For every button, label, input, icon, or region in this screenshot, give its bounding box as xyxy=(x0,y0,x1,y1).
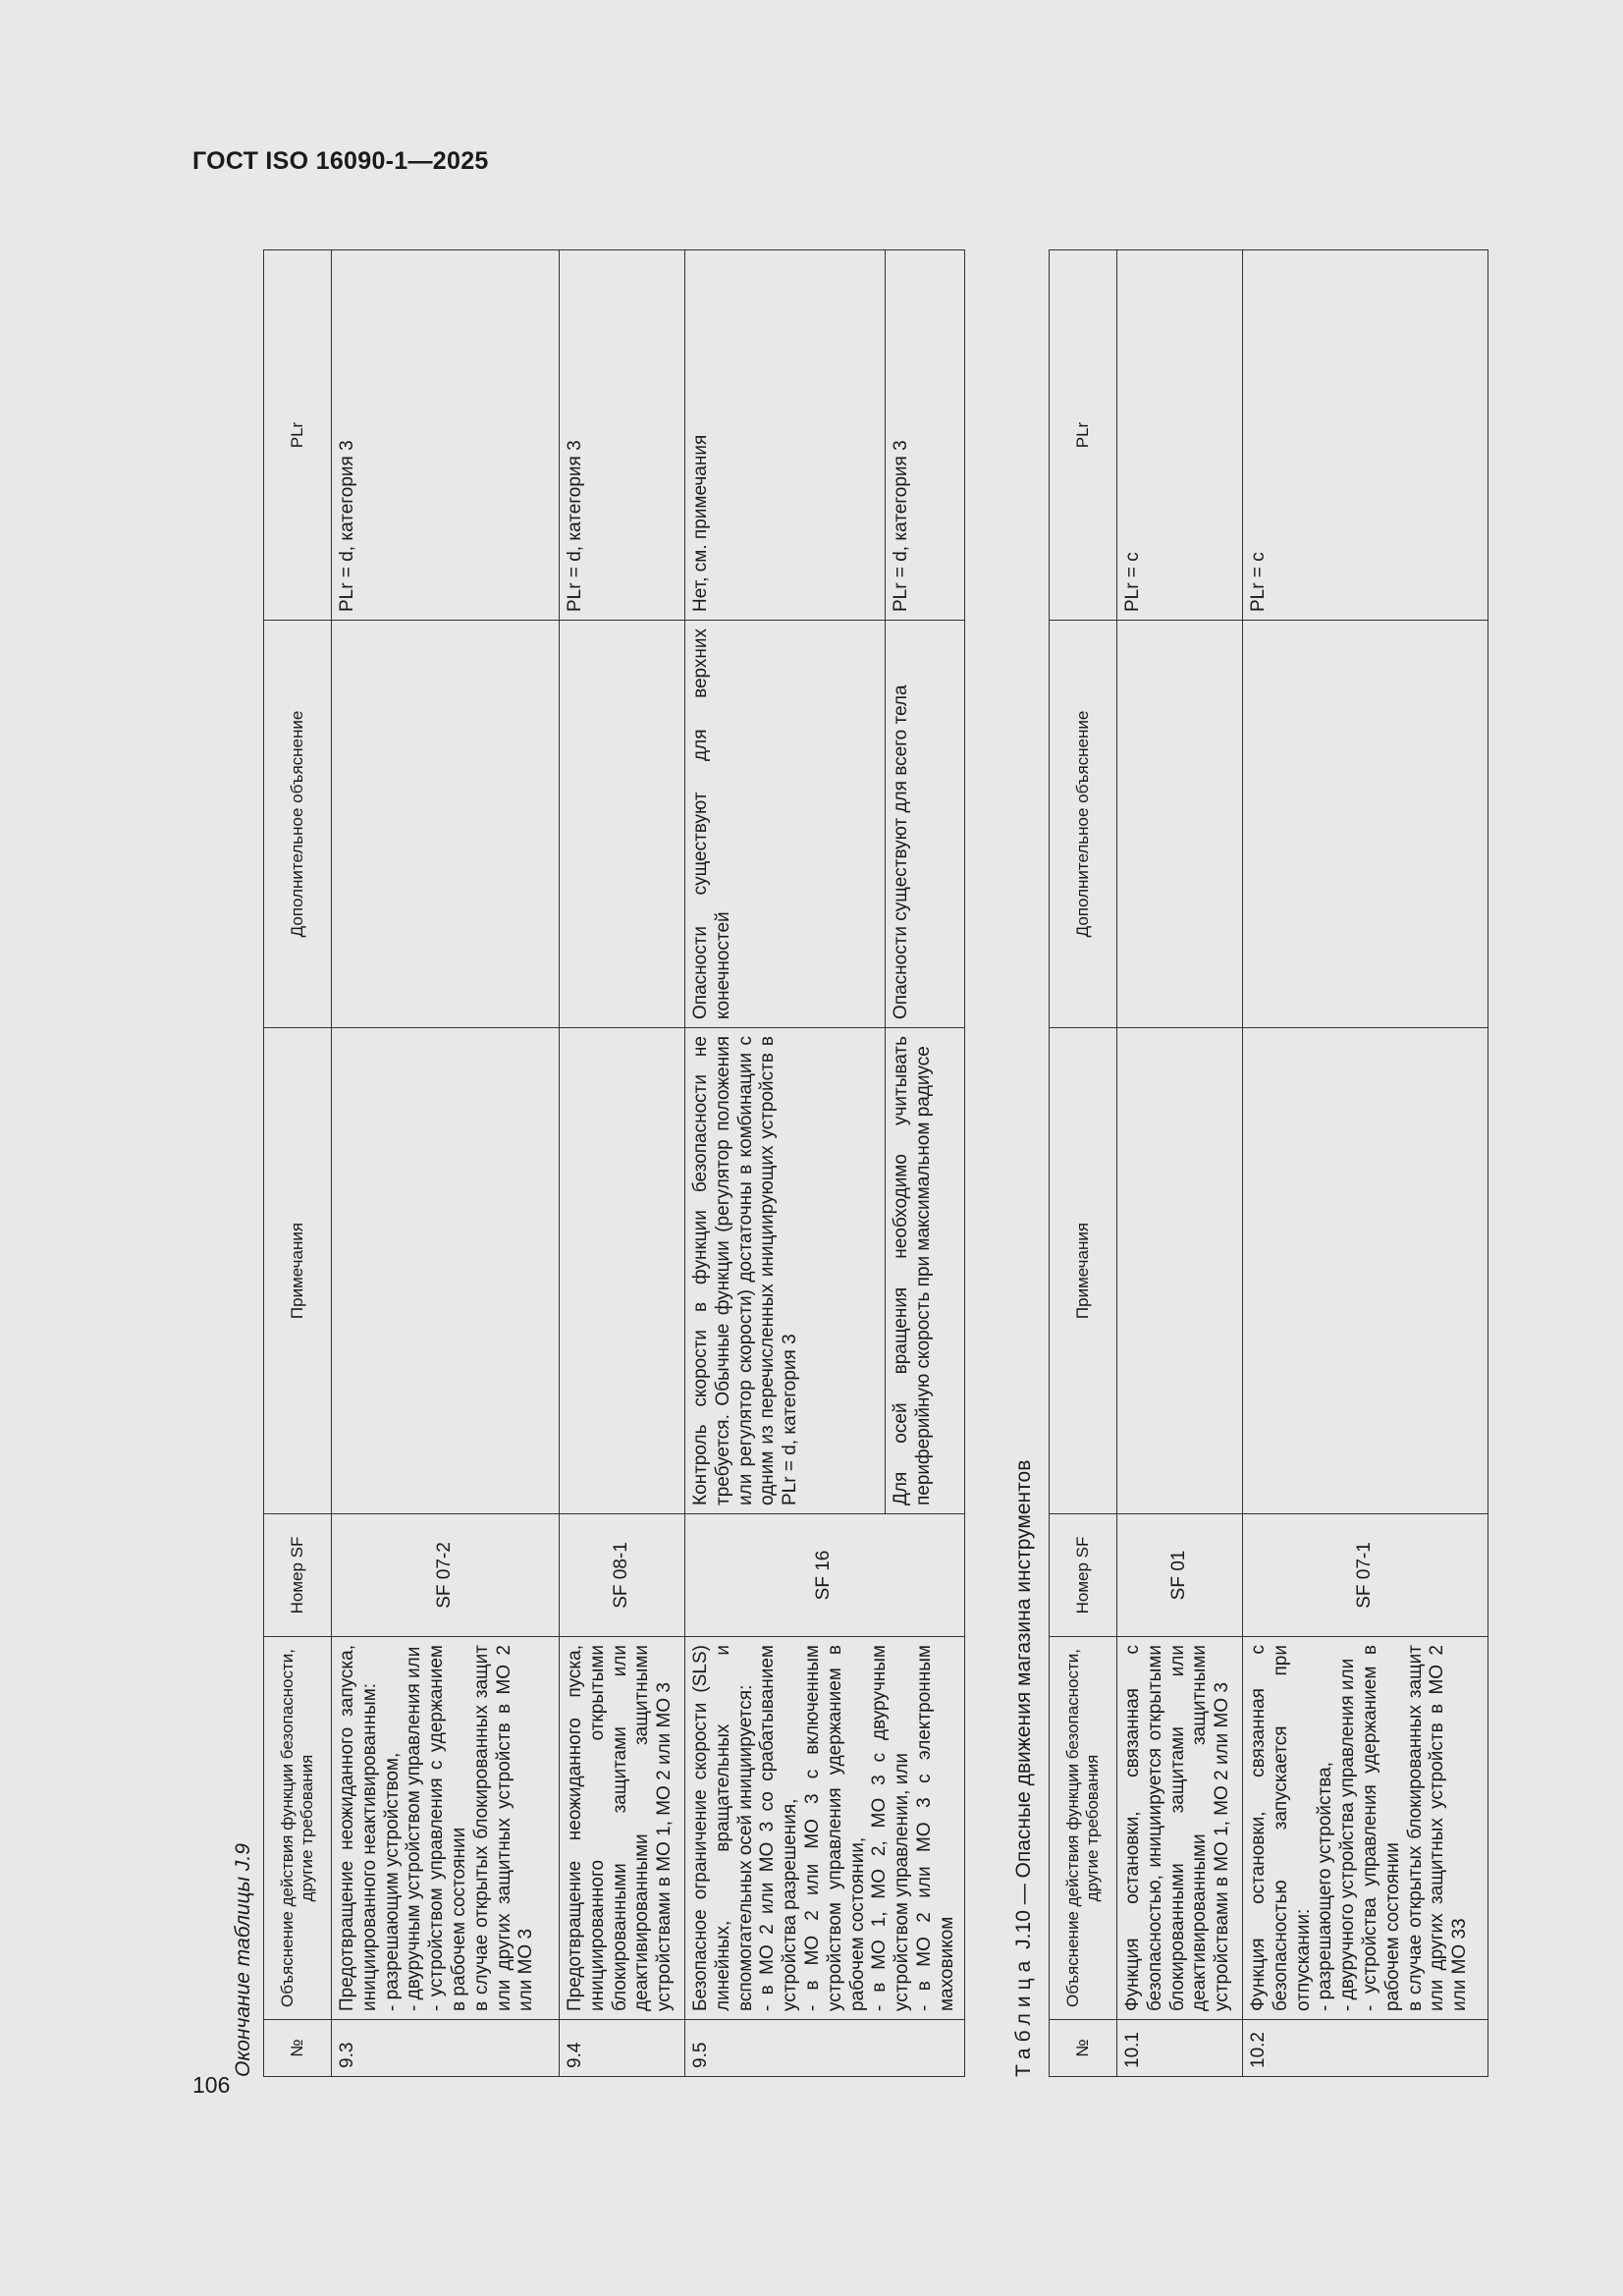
sf-number: SF 08-1 xyxy=(560,1514,685,1637)
table-row xyxy=(685,250,886,2077)
column-header: № xyxy=(264,2020,332,2077)
column-header: Объяснение действия функции безопасности, другие требования xyxy=(264,1637,332,2020)
description-line: - разрешающего устройства, xyxy=(1315,1762,1336,2011)
sf-number: SF 16 xyxy=(685,1514,965,1637)
table-j10 xyxy=(1049,249,1488,2077)
description-line: - двуручного устройства управления или xyxy=(1337,1658,1359,2011)
extra-explanation-cell: Опасности существуют для верхних конечностей xyxy=(685,621,886,1028)
column-header: Объяснение действия функции безопасности, другие требования xyxy=(1050,1637,1117,2020)
function-description xyxy=(560,1637,685,2020)
table-row xyxy=(332,250,560,2077)
table-row xyxy=(1243,250,1488,2077)
extra-explanation-cell xyxy=(560,621,685,1028)
caption-text: J.10 — Опасные движения магазина инструментов xyxy=(1012,1459,1035,1949)
caption-prefix: Таблица xyxy=(1012,1954,1035,2077)
description-line: в случае открытых блокированных защит или других защитных устройств в МО 2 или МО 33 xyxy=(1404,1645,1471,2011)
description-line: Предотвращение неожиданного запуска, инициированного неактивированным: xyxy=(337,1645,380,2011)
column-header: PLr xyxy=(1050,250,1117,621)
page-number: 106 xyxy=(192,2072,231,2098)
function-description xyxy=(1243,1637,1488,2020)
plr-cell: Нет, см. примечания xyxy=(685,250,886,621)
notes-cell: Для осей вращения необходимо учитывать периферийную скорость при максимальном радиусе xyxy=(886,1028,964,1514)
notes-cell xyxy=(332,1028,560,1514)
notes-cell: Контроль скорости в функции безопасности не требуется. Обычные функции (регулятор положения или регулятор скорости) достаточны в комбинации с одним из перечисленных инициирующих устройств в PLr = d, категория 3 xyxy=(685,1028,886,1514)
notes-cell xyxy=(1243,1028,1488,1514)
extra-explanation-cell xyxy=(1117,621,1243,1028)
description-line: в случае открытых блокированных защит или других защитных устройств в МО 2 или МО 3 xyxy=(470,1645,537,2011)
function-description xyxy=(685,1637,965,2020)
row-number: 9.4 xyxy=(560,2020,685,2077)
description-line: - в МО 2 или МО 3 со срабатыванием устройства разрешения, xyxy=(757,1645,801,2011)
column-header: Дополнительное объяснение xyxy=(264,621,332,1028)
plr-cell: PLr = d, категория 3 xyxy=(332,250,560,621)
row-number: 10.2 xyxy=(1243,2020,1488,2077)
function-description xyxy=(1117,1637,1243,2020)
description-line: Функция остановки, связанная с безопасностью, инициируется открытыми блокированными защитами или деактивированными защитными устройствами в МО 1, МО 2 или МО 3 xyxy=(1122,1645,1233,2011)
description-line: - устройства управления удержанием в рабочем состоянии xyxy=(1359,1645,1403,2011)
function-description xyxy=(332,1637,560,2020)
description-line: - в МО 2 или МО 3 с электронным маховиком xyxy=(913,1645,957,2011)
sf-number: SF 01 xyxy=(1117,1514,1243,1637)
column-header: Дополнительное объяснение xyxy=(1050,621,1117,1028)
row-number: 9.5 xyxy=(685,2020,965,2077)
table-header-row xyxy=(264,250,332,2077)
description-line: Функция остановки, связанная с безопасностью запускается при отпускании: xyxy=(1248,1645,1314,2011)
column-header: Примечания xyxy=(1050,1028,1117,1514)
extra-explanation-cell xyxy=(1243,621,1488,1028)
rotated-page-content xyxy=(232,3,1571,2077)
description-line: Безопасное ограничение скорости (SLS) линейных, вращательных и вспомогательных осей инициируется: xyxy=(690,1645,756,2011)
description-line: - разрешающим устройством, xyxy=(381,1752,403,2011)
extra-explanation-cell xyxy=(332,621,560,1028)
table-row xyxy=(560,250,685,2077)
description-line: - в МО 2 или МО 3 с включенным устройством управления удержанием в рабочем состоянии, xyxy=(801,1645,868,2011)
sf-number: SF 07-1 xyxy=(1243,1514,1488,1637)
column-header: Номер SF xyxy=(1050,1514,1117,1637)
plr-cell: PLr = c xyxy=(1117,250,1243,621)
description-line: Предотвращение неожиданного пуска, инициированного открытыми блокированными защитами или деактивированными защитными устройствами в МО 1, МО 2 или МО 3 xyxy=(565,1645,676,2011)
table-j9 xyxy=(263,249,965,2077)
description-line: - в МО 1, МО 2, МО 3 с двуручным устройством управлении, или xyxy=(869,1645,913,2011)
column-header: PLr xyxy=(264,250,332,621)
description-line: - устройством управления с удержанием в рабочем состоянии xyxy=(426,1645,469,2011)
column-header: № xyxy=(1050,2020,1117,2077)
notes-cell xyxy=(560,1028,685,1514)
table-j10-caption xyxy=(1012,1460,1036,2077)
table-header-row xyxy=(1050,250,1117,2077)
table-j9-caption: Окончание таблицы J.9 xyxy=(232,1843,254,2077)
plr-cell: PLr = d, категория 3 xyxy=(886,250,964,621)
plr-cell: PLr = c xyxy=(1243,250,1488,621)
column-header: Примечания xyxy=(264,1028,332,1514)
document-header: ГОСТ ISO 16090-1—2025 xyxy=(192,147,489,175)
row-number: 10.1 xyxy=(1117,2020,1243,2077)
extra-explanation-cell: Опасности существуют для всего тела xyxy=(886,621,964,1028)
plr-cell: PLr = d, категория 3 xyxy=(560,250,685,621)
description-line: - двуручным устройством управления или xyxy=(404,1646,425,2011)
column-header: Номер SF xyxy=(264,1514,332,1637)
sf-number: SF 07-2 xyxy=(332,1514,560,1637)
row-number: 9.3 xyxy=(332,2020,560,2077)
notes-cell xyxy=(1117,1028,1243,1514)
table-row xyxy=(1117,250,1243,2077)
